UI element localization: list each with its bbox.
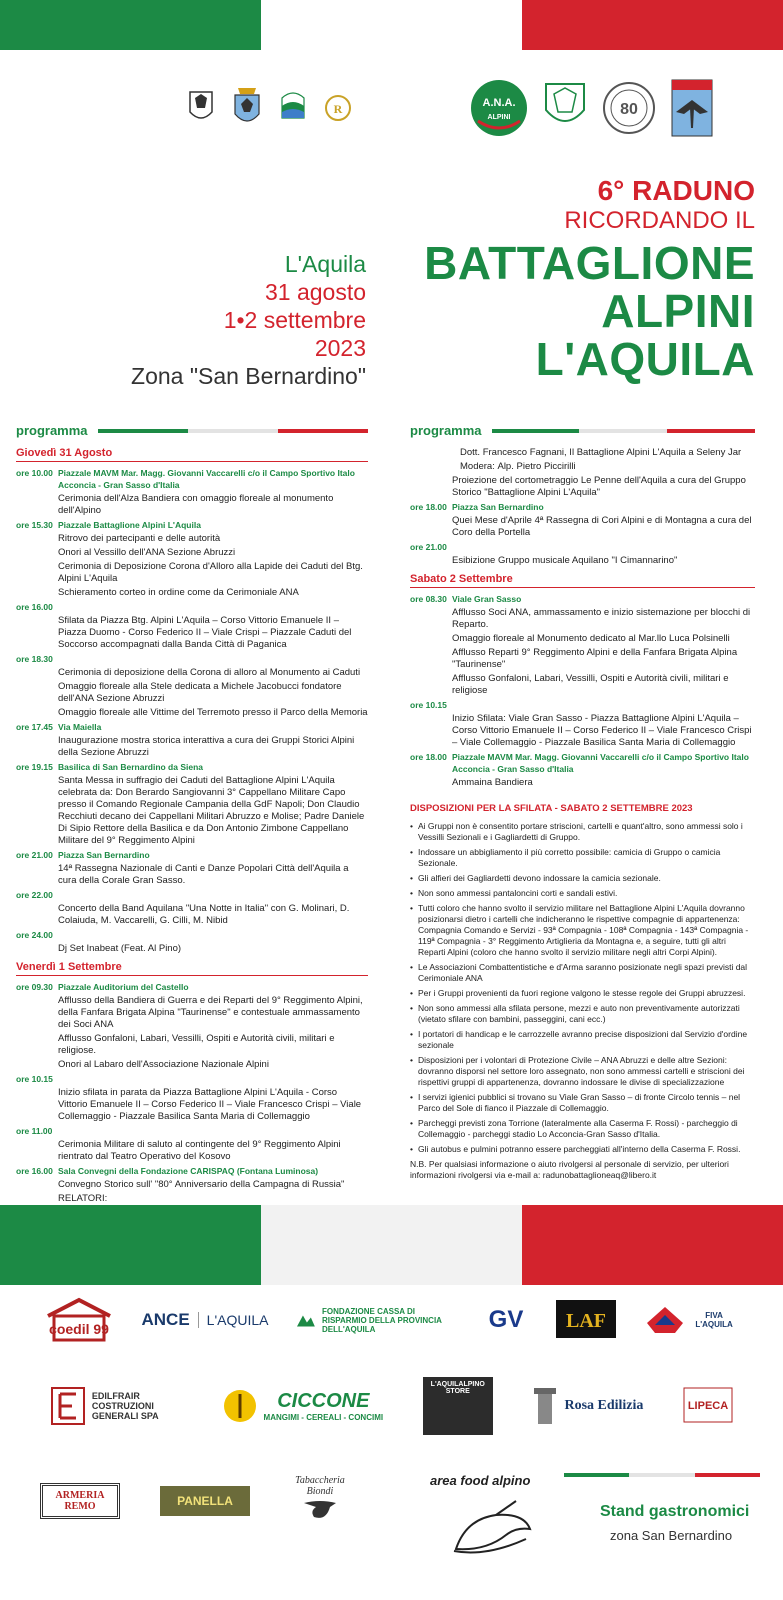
disposition-item: • I portatori di handicap e le carrozzelle avranno precise disposizioni dal Servizio d'ordine sezionale xyxy=(410,1029,755,1051)
event-time: ore 17.45 xyxy=(16,722,53,732)
sponsor-edilfrair xyxy=(50,1386,182,1426)
event-item: Sfilata da Piazza Btg. Alpini L'Aquila – Corso Vittorio Emanuele II – Piazza Duomo - Corso Federico II – Viale Crispi – Piazzale Caduti del Soccorso accompagnati dalla Banda Città di Paganica xyxy=(58,615,352,650)
event-place: Piazzale Battaglione Alpini L'Aquila xyxy=(58,520,201,530)
event-item: Inizio sfilata in parata da Piazza Battaglione Alpini L'Aquila - Corso Vittorio Emanuele II – Corso Federico II – Viale Francesco Crispi – Viale Collemaggio - Piazzale Basilica Santa Maria di Collemaggio xyxy=(58,1087,362,1122)
sponsor-aquilalpino-store xyxy=(423,1377,493,1435)
sponsor-coedil-text: coedil 99 xyxy=(48,1320,109,1337)
event-item: Omaggio floreale al Monumento dedicato al Mar.llo Luca Polsinelli xyxy=(452,633,730,644)
event-item: Schieramento corteo in ordine come da Cerimoniale ANA xyxy=(58,587,299,598)
event-row xyxy=(16,929,368,941)
saturday-events xyxy=(410,593,755,789)
event-place: Piazzale MAVM Mar. Magg. Giovanni Vaccarelli c/o il Campo Sportivo Italo Acconcia - Gran Sasso d'Italia xyxy=(58,468,355,490)
event-item: Cerimonia di Deposizione Corona d'Alloro alla Lapide dei Caduti del Btg. Alpini L'Aquila xyxy=(58,561,363,584)
event-time: ore 18.00 xyxy=(410,502,447,512)
event-item: Onori al Labaro dell'Associazione Nazionale Alpini xyxy=(58,1059,269,1070)
sponsor-ance-text: ANCE xyxy=(141,1310,190,1329)
svg-text:ALPINI: ALPINI xyxy=(487,113,511,121)
event-time: ore 11.00 xyxy=(16,1126,53,1136)
event-time: ore 19.15 xyxy=(16,762,53,772)
sponsors-row-1 xyxy=(0,1290,783,1350)
event-row xyxy=(16,889,368,901)
title-line-1: BATTAGLIONE xyxy=(424,237,755,289)
event-row xyxy=(16,849,368,861)
program-header-left xyxy=(16,425,368,437)
event-row xyxy=(410,541,755,553)
event-item: Cerimonia di deposizione della Corona di alloro al Monumento ai Caduti xyxy=(58,667,361,678)
event-place: Sala Convegni della Fondazione CARISPAQ (Fontana Luminosa) xyxy=(58,1166,319,1176)
event-item: Afflusso della Bandiera di Guerra e dei Reparti del 9° Reggimento Alpini, della Fanfara Brigata Alpina "Taurinense" e contestuale ammassamento dei Soci ANA xyxy=(58,995,363,1030)
food-area-label: area food alpino xyxy=(430,1473,531,1488)
event-item: Quei Mese d'Aprile 4ª Rassegna di Cori Alpini e di Montagna a cura del Coro della Portella xyxy=(452,515,752,538)
year-label: 2023 xyxy=(314,335,366,361)
disposition-item: • Gli autobus e pulmini potranno essere parcheggiati all'interno della Caserma F. Rossi. xyxy=(410,1144,755,1155)
tricolor-bar-right xyxy=(492,429,755,433)
event-time: ore 10.00 xyxy=(16,468,53,478)
event-time: ore 24.00 xyxy=(16,930,53,940)
eagle-crest-logo xyxy=(670,78,714,138)
disposition-item: • Per i Gruppi provenienti da fuori regione valgono le stesse regole dei Gruppi abruzzesi. xyxy=(410,988,755,999)
sponsor-store-text: L'AQUILALPINO STORE xyxy=(423,1377,493,1435)
svg-text:A.N.A.: A.N.A. xyxy=(482,96,516,109)
disposition-item: • Tutti coloro che hanno svolto il servizio militare nel Battaglione Alpini L'Aquila dovranno posizionarsi dietro i cartelli che indicheranno le rispettive compagnie di appartenenza: Compagnia Comando e Servizi - 93ª Compagnia - 108ª Compagnia - 143ª Compagnia - 119ª Compagnia - 3° Reggimento Artiglieria da Montagna e, a seguire, tutti gli altri Reparti Alpini (coloro che hanno svolto il servizio militare negli altri Corpi Alpini). xyxy=(410,903,755,958)
sponsor-ciccone-sub: MANGIMI - CEREALI - CONCIMI xyxy=(263,1413,384,1422)
event-item: Santa Messa in suffragio dei Caduti del Battaglione Alpini L'Aquila celebrata da: Don Berardo Sangiovanni 3° Cappellano Militare Capo presso il Comando Regionale Campania della GdF Napoli; Don Claudio Recchiuti decano dei Cappellani Militari Abruzzo e Molise; Padre Daniele Di Sipio Rettore della Basilica e da Don Antonio Zimbone Cappellano Militare del 9° Reggimento Alpini xyxy=(58,775,365,846)
tricolor-bar xyxy=(98,429,368,433)
food-area-block xyxy=(430,1473,760,1543)
cr-seal-logo xyxy=(324,88,352,128)
edition-label: 6° RADUNO xyxy=(597,175,755,206)
association-logos xyxy=(470,70,714,145)
event-item: Ritrovo dei partecipanti e delle autorità xyxy=(58,533,221,544)
disposition-item: • Le Associazioni Combattentistiche e d'Arma saranno posizionate negli spazi previsti dal Cerimoniale ANA xyxy=(410,962,755,984)
event-item: Dj Set Inabeat (Feat. Al Pino) xyxy=(58,943,182,954)
disposition-item: • Indossare un abbigliamento il più corretto possibile: camicia di Gruppo o camicia Sezionale. xyxy=(410,847,755,869)
event-row xyxy=(16,653,368,665)
title-line-2: ALPINI xyxy=(601,285,755,337)
event-time: ore 10.15 xyxy=(410,700,447,710)
sponsor-fiva-text: FIVA L'AQUILA xyxy=(695,1311,733,1329)
city-crest-logo xyxy=(188,88,214,128)
event-place: Piazza San Bernardino xyxy=(58,850,150,860)
day-saturday: Sabato 2 Settembre xyxy=(410,573,755,588)
event-time: ore 15.30 xyxy=(16,520,53,530)
friday-events-cont xyxy=(410,501,755,567)
event-item: Convegno Storico sull' "80° Anniversario della Campagna di Russia" xyxy=(58,1179,345,1190)
sponsor-armeria xyxy=(40,1483,120,1519)
province-crest-logo xyxy=(232,86,262,130)
region-abruzzo-logo xyxy=(280,88,306,128)
ana-logo xyxy=(470,79,528,137)
friday-speakers-cont xyxy=(410,447,755,473)
sponsor-edilfrair-text: EDILFRAIR COSTRUZIONI GENERALI SPA xyxy=(91,1391,159,1421)
sponsor-rosa-text: Rosa Edilizia xyxy=(564,1398,644,1413)
event-item: Cerimonia Militare di saluto al contingente del 9° Reggimento Alpini rientrato dal Teatro Operativo del Kosovo xyxy=(58,1139,341,1162)
sponsor-panella-text: PANELLA xyxy=(160,1486,250,1516)
event-time: ore 22.00 xyxy=(16,890,53,900)
disposition-item: • Non sono ammessi alla sfilata persone, mezzi e auto non preventivamente autorizzati (vietato sfilare con bambini, passeggini, cani ecc.) xyxy=(410,1003,755,1025)
sponsor-armeria-text: ARMERIA REMO xyxy=(40,1483,120,1519)
event-time: ore 18.00 xyxy=(410,752,447,762)
sponsor-gv xyxy=(484,1299,528,1342)
sponsor-ciccone-name: CICCONE xyxy=(277,1390,370,1412)
sponsors-row-3 xyxy=(40,1475,350,1526)
event-row xyxy=(16,981,368,993)
program-title: programma xyxy=(16,423,88,438)
svg-text:R: R xyxy=(333,101,343,116)
event-item: Cerimonia dell'Alza Bandiera con omaggio floreale al monumento dell'Alpino xyxy=(58,493,334,516)
zone-label: Zona "San Bernardino" xyxy=(131,363,366,389)
event-row xyxy=(16,761,368,773)
event-item: Inizio Sfilata: Viale Gran Sasso - Piazza Battaglione Alpini L'Aquila – Corso Vittorio Emanuele II – Corso Federico II – Viale Francesco Crispi – Viale Collemaggio - Piazzale Basilica Santa Maria di Collemaggio xyxy=(452,713,752,748)
title-line-3: L'AQUILA xyxy=(535,333,755,385)
event-row xyxy=(16,467,368,491)
event-place: Piazzale MAVM Mar. Magg. Giovanni Vaccarelli c/o il Campo Sportivo Italo Acconcia - Gran Sasso d'Italia xyxy=(452,752,749,774)
event-place: Viale Gran Sasso xyxy=(452,594,522,604)
date-september: 1•2 settembre xyxy=(223,307,366,333)
event-time: ore 21.00 xyxy=(16,850,53,860)
event-row xyxy=(16,519,368,531)
event-time: ore 16.00 xyxy=(16,1166,53,1176)
event-item: Esibizione Gruppo musicale Aquilano "I Cimannarino" xyxy=(452,555,678,566)
disposition-item: • Parcheggi previsti zona Torrione (lateralmente alla Caserma F. Rossi) - parcheggio di Collemaggio - parcheggi stadio Lo Acconcia-Gran Sasso d'Italia. xyxy=(410,1118,755,1140)
battalion-crest-logo xyxy=(542,80,588,136)
day-thursday: Giovedì 31 Agosto xyxy=(16,447,368,462)
event-item: Inaugurazione mostra storica interattiva a cura dei Gruppi Storici Alpini della Sezione Abruzzi xyxy=(58,735,355,758)
program-header-right xyxy=(410,425,755,437)
dispositions-title: DISPOSIZIONI PER LA SFILATA - SABATO 2 SETTEMBRE 2023 xyxy=(410,803,693,814)
event-item: Afflusso Soci ANA, ammassamento e inizio sistemazione per blocchi di Reparto. xyxy=(452,607,751,630)
event-row xyxy=(410,501,755,513)
sponsor-laf xyxy=(555,1299,617,1342)
event-item: Omaggio floreale alle Vittime del Terremoto presso il Parco della Memoria xyxy=(58,707,368,718)
event-row xyxy=(16,1165,368,1177)
food-stand-label: Stand gastronomici xyxy=(600,1503,750,1520)
event-row xyxy=(410,593,755,605)
sponsor-lipeca xyxy=(683,1387,733,1426)
event-item: Concerto della Band Aquilana "Una Notte in Italia" con G. Molinari, D. Colaiuda, M. Vaccarelli, G. Cilli, M. Nibid xyxy=(58,903,350,926)
event-row xyxy=(16,1073,368,1085)
event-time: ore 08.30 xyxy=(410,594,447,604)
svg-text:80: 80 xyxy=(620,100,638,118)
event-item: Proiezione del cortometraggio Le Penne dell'Aquila a cura del Gruppo Storico "Battaglione Alpini L'Aquila" xyxy=(452,475,746,498)
event-time: ore 16.00 xyxy=(16,602,53,612)
sponsor-fiva xyxy=(645,1303,739,1337)
event-item: Afflusso Gonfaloni, Labari, Vessilli, Ospiti e Autorità civili, militari e religiose xyxy=(452,673,729,696)
event-place: Piazzale Auditorium del Castello xyxy=(58,982,189,992)
location-date-block xyxy=(131,250,366,390)
program-column-left xyxy=(16,425,368,1247)
sponsor-ance-city: L'AQUILA xyxy=(198,1312,269,1328)
event-row xyxy=(16,1125,368,1137)
thursday-events xyxy=(16,467,368,955)
sponsors-row-2 xyxy=(0,1375,783,1437)
event-row xyxy=(410,751,755,775)
day-friday: Venerdì 1 Settembre xyxy=(16,961,368,976)
food-tricolor-bar xyxy=(564,1473,760,1477)
food-zone-label: zona San Bernardino xyxy=(610,1528,733,1543)
event-place: Basilica di San Bernardino da Siena xyxy=(58,762,204,772)
event-time: ore 21.00 xyxy=(410,542,447,552)
disposition-item: • Gli alfieri dei Gagliardetti devono indossare la camicia sezionale. xyxy=(410,873,755,884)
event-time: ore 10.15 xyxy=(16,1074,53,1084)
disposition-item: • I servizi igienici pubblici si trovano su Viale Gran Sasso – di fronte Circolo tennis – nel Parco del Sole di fianco il Piazzale di Collemaggio. xyxy=(410,1092,755,1114)
flag-banner-bottom xyxy=(0,1205,783,1285)
sponsor-laf-text: LAF xyxy=(566,1309,607,1332)
event-row xyxy=(410,699,755,711)
sponsor-coedil xyxy=(44,1296,114,1345)
sponsor-tabaccheria-text: Tabaccheria Biondi xyxy=(295,1475,345,1497)
flag-banner-top xyxy=(0,0,783,50)
event-place: Via Maiella xyxy=(58,722,102,732)
disposition-item: • Non sono ammessi pantaloncini corti e sandali estivi. xyxy=(410,888,755,899)
speaker-item: Dott. Francesco Fagnani, Il Battaglione Alpini L'Aquila a Seleny Jar xyxy=(460,447,742,458)
event-item: Omaggio floreale alla Stele dedicata a Michele Jacobucci fondatore dell'ANA Sezione Abruzzi xyxy=(58,681,342,704)
event-item: RELATORI: xyxy=(58,1193,108,1204)
date-august: 31 agosto xyxy=(264,279,366,305)
sponsor-panella xyxy=(160,1486,250,1516)
sponsor-ance xyxy=(141,1310,268,1330)
alpine-hat-icon xyxy=(446,1499,536,1559)
event-row xyxy=(16,721,368,733)
anniversary-80-logo xyxy=(602,81,656,135)
dispositions-list xyxy=(410,821,755,1155)
friday-items-cont xyxy=(410,475,755,499)
event-row xyxy=(16,601,368,613)
friday-events xyxy=(16,981,368,1205)
event-time: ore 09.30 xyxy=(16,982,53,992)
institution-logos xyxy=(188,70,352,145)
event-item: Onori al Vessillo dell'ANA Sezione Abruzzi xyxy=(58,547,236,558)
sponsor-lipeca-text: LIPECA xyxy=(687,1399,729,1412)
event-item: Afflusso Reparti 9° Reggimento Alpini e della Fanfara Brigata Alpina "Taurinense" xyxy=(452,647,738,670)
event-item: 14ª Rassegna Nazionale di Canti e Danze Popolari Città dell'Aquila a cura della Corale Gran Sasso. xyxy=(58,863,349,886)
disposition-item: • Ai Gruppi non è consentito portare striscioni, cartelli e quant'altro, sono ammessi solo i Vessilli Sezionali e i Gagliardetti di Gruppo. xyxy=(410,821,755,843)
sponsor-rosa-edilizia xyxy=(532,1386,643,1426)
event-item: Afflusso Gonfaloni, Labari, Vessilli, Ospiti e Autorità civili, militari e religiose. xyxy=(58,1033,335,1056)
sponsor-tabaccheria xyxy=(290,1475,350,1526)
speaker-item: Moderа: Alp. Pietro Piccirilli xyxy=(460,461,576,472)
sponsor-ciccone xyxy=(222,1386,384,1426)
sponsor-gv-text: GV xyxy=(488,1305,524,1333)
dispositions-note: N.B. Per qualsiasi informazione o aiuto rivolgersi al personale di servizio, per ulteriori informazioni rivolgersi via e-mail a: radunobattaglioneaq@libero.it xyxy=(410,1159,729,1180)
program-title-right: programma xyxy=(410,423,482,438)
subtitle-label: RICORDANDO IL xyxy=(564,207,755,234)
disposition-item: • Disposizioni per i volontari di Protezione Civile – ANA Abruzzi e delle altre Sezioni: dovranno disporsi nel settore loro assegnato, non sono ammessi cartelli e striscioni dei rispettivi gruppi di appartenenza, dovranno indossare le divise di specializzazione xyxy=(410,1055,755,1088)
event-title-block xyxy=(424,175,755,383)
event-place: Piazza San Bernardino xyxy=(452,502,544,512)
city-label: L'Aquila xyxy=(284,251,366,277)
sponsor-fondazione xyxy=(296,1305,456,1335)
program-column-right xyxy=(410,425,755,1181)
event-time: ore 18.30 xyxy=(16,654,53,664)
sponsor-fondazione-text: FONDAZIONE CASSA DI RISPARMIO DELLA PROVINCIA DELL'AQUILA xyxy=(321,1306,442,1334)
event-item: Ammaina Bandiera xyxy=(452,777,533,788)
